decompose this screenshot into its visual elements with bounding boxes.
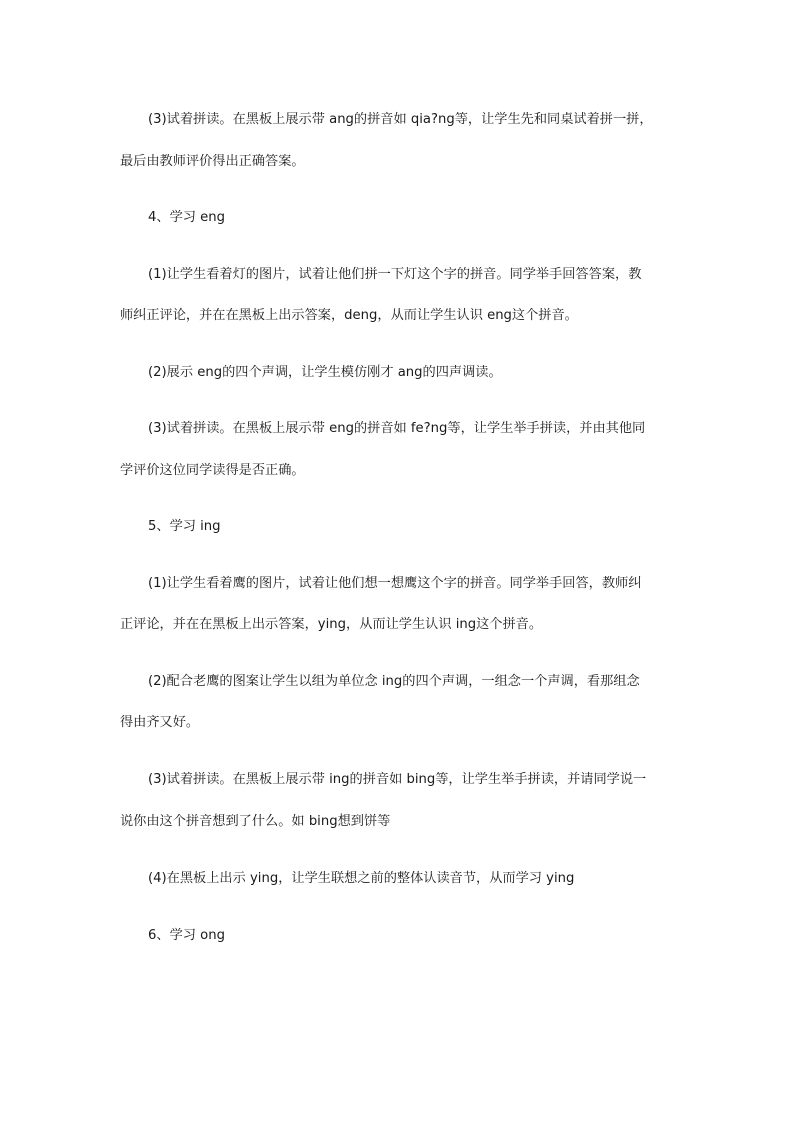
paragraph-ing-step1-line1: (1)让学生看着鹰的图片，试着让他们想一想鹰这个字的拼音。同学举手回答，教师纠 — [148, 576, 642, 591]
paragraph-ing-step3-line1: (3)试着拼读。在黑板上展示带 ing的拼音如 bing等，让学生举手拼读，并请同学说一 — [148, 772, 647, 787]
paragraph-ing-step3-line2: 说你由这个拼音想到了什么。如 bing想到饼等 — [120, 814, 391, 829]
paragraph-step3-ang-line1: (3)试着拼读。在黑板上展示带 ang的拼音如 qia?ng等，让学生先和同桌试着拼一拼， — [148, 112, 653, 127]
section-heading-ong: 6、学习 ong — [148, 928, 225, 943]
paragraph-ing-step2-line1: (2)配合老鹰的图案让学生以组为单位念 ing的四个声调，一组念一个声调，看那组念 — [148, 674, 640, 689]
paragraph-eng-step2: (2)展示 eng的四个声调，让学生模仿刚才 ang的四声调读。 — [148, 365, 502, 380]
paragraph-ing-step1-line2: 正评论，并在在黑板上出示答案，ying，从而让学生认识 ing这个拼音。 — [120, 617, 543, 632]
section-heading-ing: 5、学习 ing — [148, 519, 221, 534]
paragraph-eng-step3-line2: 学评价这位同学读得是否正确。 — [120, 463, 305, 478]
section-heading-eng: 4、学习 eng — [148, 210, 225, 225]
paragraph-eng-step1-line1: (1)让学生看着灯的图片，试着让他们拼一下灯这个字的拼音。同学举手回答答案，教 — [148, 267, 642, 282]
paragraph-eng-step1-line2: 师纠正评论，并在在黑板上出示答案，deng，从而让学生认识 eng这个拼音。 — [120, 308, 578, 323]
paragraph-ing-step4: (4)在黑板上出示 ying，让学生联想之前的整体认读音节，从而学习 ying — [148, 871, 575, 886]
paragraph-step3-ang-line2: 最后由教师评价得出正确答案。 — [120, 154, 305, 169]
paragraph-eng-step3-line1: (3)试着拼读。在黑板上展示带 eng的拼音如 fe?ng等，让学生举手拼读，并由其他同 — [148, 421, 646, 436]
paragraph-ing-step2-line2: 得由齐又好。 — [120, 715, 200, 730]
